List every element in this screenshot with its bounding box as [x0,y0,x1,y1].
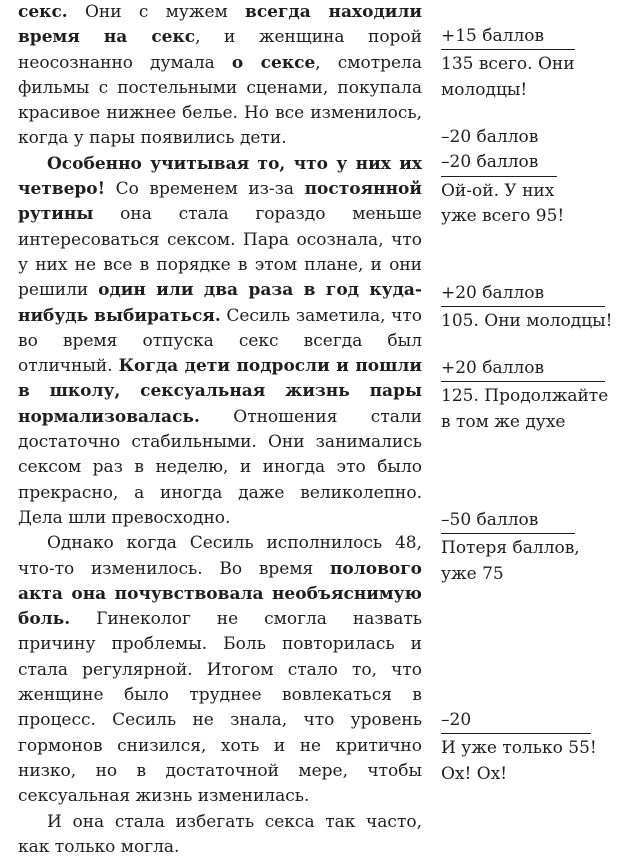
text-run: она стала гораздо меньше интересоваться сексом. Пара осознала, что у них не все в порядке в этом плане, и они решили [18,204,422,300]
bold-text-run: постоянной рутины [18,179,422,224]
bold-text-run: Особенно учитывая то, что у них их четверо! [18,154,422,199]
score-comment: Потеря баллов, уже 75 [441,534,581,587]
paragraph-4 [18,810,422,860]
text-run: Однако когда Сесиль исполнилось 48, что-то изменилось. Во время [18,533,422,578]
text-run: Сесиль заметила, что во время отпуска секс всегда был отличный. [18,306,422,377]
score-change: +20 баллов [441,356,605,382]
paragraph-2 [18,152,422,531]
text-run: И она стала избегать секса так часто, как только могла. [18,812,422,857]
score-comment: Ой-ой. У них уже всего 95! [441,177,566,230]
margin-note-6 [441,708,626,787]
margin-note-4 [441,356,626,435]
bold-text-run: о сексе [232,53,315,73]
margin-note-1 [441,24,626,103]
score-change: –50 баллов [441,508,575,534]
text-run: , смотрела фильмы с постельными сценами, покупала красивое нижнее белье. Но все изменилось, когда у пары появились дети. [18,53,422,149]
text-run: , и женщина порой неосознанно думала [18,27,422,72]
score-change: –20 [441,708,591,734]
bold-text-run: полового акта она почувствовала необъяснимую боль. [18,559,422,630]
bold-text-run: секс. [18,2,68,22]
margin-note-3 [441,281,626,335]
main-text-column [18,0,422,860]
bold-text-run: один или два раза в год куда-нибудь выбираться. [18,280,422,325]
score-change: –20 баллов [441,125,626,150]
paragraph-1 [18,0,422,152]
score-comment: И уже только 55! Ох! Ох! [441,734,601,787]
text-run: Гинеколог не смогла назвать причину проблемы. Боль повторилась и стала регулярной. Итогом стало то, что женщине было труднее вовлекаться в процесс. Сесиль не знала, что уровень гормонов снизился, хоть и не критично низко, но в достаточной мере, чтобы сексуальная жизнь изменилась. [18,609,422,806]
bold-text-run: всегда находили время на секс [18,2,422,47]
margin-note-2 [441,125,626,229]
bold-text-run: Когда дети подросли и пошли в школу, сексуальная жизнь пары нормализовалась. [18,356,422,427]
score-comment: 105. Они молодцы! [441,307,626,334]
score-comment: 125. Продолжайте в том же духе [441,382,611,435]
text-run: Отношения стали достаточно стабильными. Они занимались сексом раз в неделю, и иногда это было прекрасно, а иногда даже великолепно. Дела шли превосходно. [18,407,422,528]
score-change: +20 баллов [441,281,605,307]
paragraph-3 [18,531,422,809]
text-run: Со временем из-за [105,179,304,199]
margin-note-5 [441,508,626,587]
score-comment: 135 всего. Они молодцы! [441,50,581,103]
score-change: –20 баллов [441,150,557,176]
text-run: Они с мужем [68,2,245,22]
score-change: +15 баллов [441,24,575,50]
